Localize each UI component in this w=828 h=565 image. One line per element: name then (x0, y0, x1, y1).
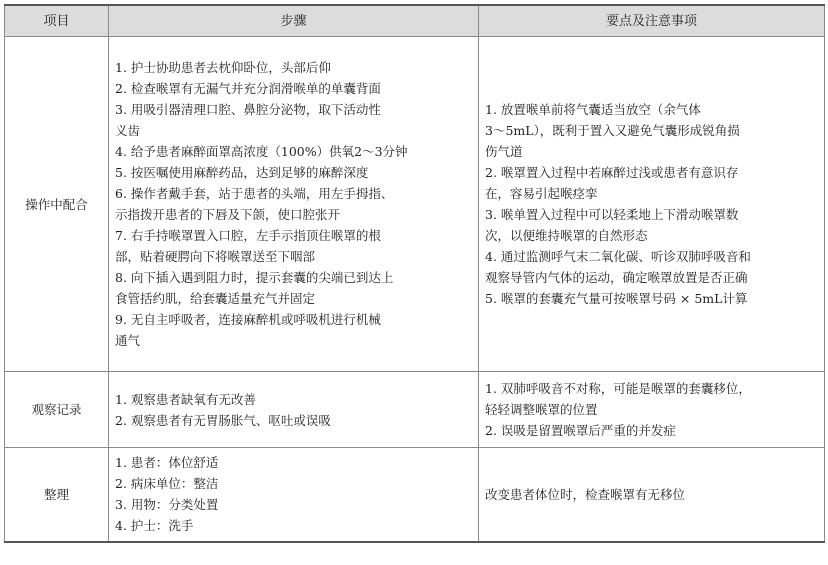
step-line: 2. 病床单位：整洁 (115, 476, 219, 492)
step-line: 义齿 (115, 123, 141, 138)
item-cell: 整理 (5, 448, 109, 542)
note-line: 1. 放置喉单前将气囊适当放空（余气体 (485, 102, 701, 117)
step-line: 通气 (115, 333, 141, 348)
note-line: 5. 喉罩的套囊充气量可按喉罩号码 × 5mL计算 (485, 291, 748, 306)
table-header-row (5, 5, 825, 37)
note-line: 4. 通过监测呼气末二氧化碳、听诊双肺呼吸音和 (485, 249, 751, 264)
step-line: 2. 检查喉罩有无漏气并充分润滑喉单的单囊背面 (115, 81, 381, 96)
note-line: 改变患者体位时，检查喉罩有无移位 (485, 486, 686, 502)
procedure-table (4, 4, 825, 543)
note-line: 伤气道 (485, 144, 523, 159)
step-line: 4. 护士：洗手 (115, 518, 194, 534)
note-line: 2. 喉罩置入过程中若麻醉过浅或患者有意识存 (485, 165, 739, 180)
note-line: 3～5mL），既利于置入又避免气囊形成锐角损 (485, 123, 740, 138)
step-line: 6. 操作者戴手套，站于患者的头端，用左手拇指、 (115, 186, 394, 201)
note-line: 观察导管内气体的运动，确定喉罩放置是否正确 (485, 270, 748, 285)
step-line: 1. 观察患者缺氧有无改善 (115, 391, 256, 407)
table-row (5, 37, 825, 372)
header-item: 项目 (5, 5, 109, 37)
step-line: 部，贴着硬腭向下将喉罩送至下咽部 (115, 249, 316, 264)
steps-cell (109, 372, 479, 448)
step-line: 8. 向下插入遇到阻力时，提示套囊的尖端已到达上 (115, 270, 394, 285)
step-line: 1. 护士协助患者去枕仰卧位，头部后仰 (115, 60, 331, 75)
header-steps: 步骤 (109, 5, 479, 37)
notes-cell (479, 37, 825, 372)
step-line: 3. 用物：分类处置 (115, 497, 219, 513)
step-line: 食管括约肌，给套囊适量充气并固定 (115, 291, 316, 306)
step-line: 4. 给予患者麻醉面罩高浓度（100%）供氧2～3分钟 (115, 144, 408, 159)
step-line: 示指拨开患者的下唇及下颌，使口腔张开 (115, 207, 341, 222)
step-line: 7. 右手持喉罩置入口腔，左手示指顶住喉罩的根 (115, 228, 381, 243)
notes-cell (479, 448, 825, 542)
note-line: 3. 喉单置入过程中可以轻柔地上下滑动喉罩数 (485, 207, 739, 222)
note-line: 1. 双肺呼吸音不对称，可能是喉罩的套囊移位， (485, 381, 751, 396)
note-line: 轻轻调整喉罩的位置 (485, 402, 598, 417)
step-line: 3. 用吸引器清理口腔、鼻腔分泌物，取下活动性 (115, 102, 381, 117)
step-line: 5. 按医嘱使用麻醉药品，达到足够的麻醉深度 (115, 165, 369, 180)
note-line: 2. 误吸是留置喉罩后严重的并发症 (485, 423, 676, 438)
steps-cell (109, 37, 479, 372)
note-line: 在，容易引起喉痉挛 (485, 186, 598, 201)
item-cell: 观察记录 (5, 372, 109, 448)
notes-cell (479, 372, 825, 448)
item-cell: 操作中配合 (5, 37, 109, 372)
table-row (5, 372, 825, 448)
header-notes: 要点及注意事项 (479, 5, 825, 37)
note-line: 次，以便维持喉罩的自然形态 (485, 228, 648, 243)
table-row (5, 448, 825, 542)
step-line: 1. 患者：体位舒适 (115, 455, 219, 471)
steps-cell (109, 448, 479, 542)
step-line: 9. 无自主呼吸者，连接麻醉机或呼吸机进行机械 (115, 312, 381, 327)
table-body (5, 37, 825, 542)
step-line: 2. 观察患者有无胃肠胀气、呕吐或误吸 (115, 412, 331, 428)
